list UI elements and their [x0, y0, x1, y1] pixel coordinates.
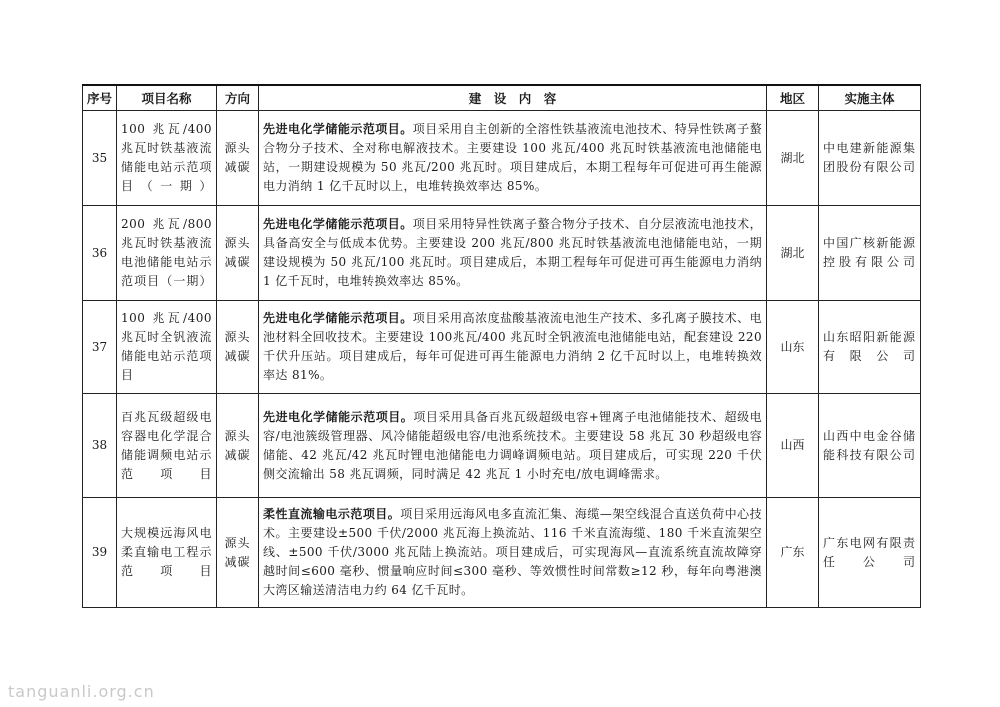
- row-no: 39: [83, 498, 117, 608]
- row-content-lead: 先进电化学储能示范项目。: [263, 122, 413, 136]
- row-content-body: 项目采用高浓度盐酸基液流电池生产技术、多孔离子膜技术、电池材料全回收技术。主要建设 100兆瓦/400 兆瓦时全钒液流电池储能电站，配套建设 220 千伏升压站。项目建成后，每年可促进可再生能源电力消纳 2 亿千瓦时以上，电堆转换效率达 81%。: [263, 311, 763, 382]
- row-content-lead: 先进电化学储能示范项目。: [263, 217, 413, 231]
- project-table: [82, 84, 921, 608]
- row-direction: 源头减碳: [217, 394, 259, 498]
- row-content-body: 项目采用远海风电多直流汇集、海缆—架空线混合直送负荷中心技术。主要建设±500 千伏/2000 兆瓦海上换流站、116 千米直流海缆、180 千米直流架空线、±500 千伏/3000 兆瓦陆上换流站。项目建成后，可实现海风—直流系统直流故障穿越时间≤600 毫秒、惯量响应时间≤300 毫秒、等效惯性时间常数≥12 秒，每年向粤港澳大湾区输送清洁电力约 64 亿千瓦时。: [263, 507, 762, 597]
- row-content: [259, 301, 767, 394]
- row-entity: 中国广核新能源控股有限公司: [819, 206, 921, 301]
- row-entity: 广东电网有限责任公司: [819, 498, 921, 608]
- row-no: 35: [83, 111, 117, 206]
- row-content-body: 项目采用自主创新的全溶性铁基液流电池技术、特异性铁离子螯合物分子技术、全对称电解液技术。主要建设 100 兆瓦/400 兆瓦时铁基液流电池储能电站，一期建设规模为 50 兆瓦/200 兆瓦时。项目建成后，本期工程每年可促进可再生能源电力消纳 1 亿千瓦时以上，电堆转换效率达 85%。: [263, 122, 763, 193]
- row-direction: 源头减碳: [217, 498, 259, 608]
- row-no: 36: [83, 206, 117, 301]
- row-region: 湖北: [767, 206, 819, 301]
- table-row: [83, 206, 921, 301]
- row-content-lead: 先进电化学储能示范项目。: [263, 409, 414, 424]
- row-content-lead: 先进电化学储能示范项目。: [263, 311, 413, 325]
- row-project-name: 百兆瓦级超级电容器电化学混合储能调频电站示范项目: [117, 394, 217, 498]
- header-content: 建 设 内 容: [259, 85, 767, 111]
- row-content-lead: 柔性直流输电示范项目。: [263, 507, 401, 521]
- row-entity: 山东昭阳新能源有限公司: [819, 301, 921, 394]
- row-region: 山西: [767, 394, 819, 498]
- header-name: 项目名称: [117, 85, 217, 111]
- row-project-name: 100 兆瓦/400兆瓦时全钒液流储能电站示范项目: [117, 301, 217, 394]
- table-row: [83, 394, 921, 498]
- row-region: 广东: [767, 498, 819, 608]
- row-no: 37: [83, 301, 117, 394]
- row-project-name: 大规模远海风电柔直输电工程示范项目: [117, 498, 217, 608]
- row-direction: 源头减碳: [217, 301, 259, 394]
- header-entity: 实施主体: [819, 85, 921, 111]
- row-direction: 源头减碳: [217, 206, 259, 301]
- document-page: [82, 84, 920, 608]
- row-direction: 源头减碳: [217, 111, 259, 206]
- row-project-name: 200 兆瓦/800兆瓦时铁基液流电池储能电站示范项目（一期）: [117, 206, 217, 301]
- row-no: 38: [83, 394, 117, 498]
- table-header-row: [83, 85, 921, 111]
- row-project-name: 100 兆瓦/400兆瓦时铁基液流储能电站示范项目（一期）: [117, 111, 217, 206]
- row-content: [259, 394, 767, 498]
- row-content-body: 项目采用特异性铁离子螯合物分子技术、自分层液流电池技术，具备高安全与低成本优势。主要建设 200 兆瓦/800 兆瓦时铁基液流电池储能电站，一期建设规模为 50 兆瓦/100 兆瓦时。项目建成后，本期工程每年可促进可再生能源电力消纳 1 亿千瓦时，电堆转换效率达 85%。: [263, 217, 763, 288]
- row-entity: 中电建新能源集团股份有限公司: [819, 111, 921, 206]
- row-region: 山东: [767, 301, 819, 394]
- table-row: [83, 111, 921, 206]
- header-direction: 方向: [217, 85, 259, 111]
- row-content: [259, 498, 767, 608]
- row-entity: 山西中电金谷储能科技有限公司: [819, 394, 921, 498]
- row-region: 湖北: [767, 111, 819, 206]
- table-row: [83, 301, 921, 394]
- row-content: [259, 111, 767, 206]
- header-no: 序号: [83, 85, 117, 111]
- row-content: [259, 206, 767, 301]
- row-content-body: 项目采用具备百兆瓦级超级电容+锂离子电池储能技术、超级电容/电池簇级管理器、风冷储能超级电容/电池系统技术。主要建设 58 兆瓦 30 秒超级电容储能、42 兆瓦/42 兆瓦时锂电池储能电力调峰调频电站。项目建成后，可实现 220 千伏侧交流输出 58 兆瓦调频，同时满足 42 兆瓦 1 小时充电/放电调峰需求。: [263, 409, 762, 481]
- header-region: 地区: [767, 85, 819, 111]
- table-row: [83, 498, 921, 608]
- watermark: tanguanli.org.cn: [8, 682, 155, 701]
